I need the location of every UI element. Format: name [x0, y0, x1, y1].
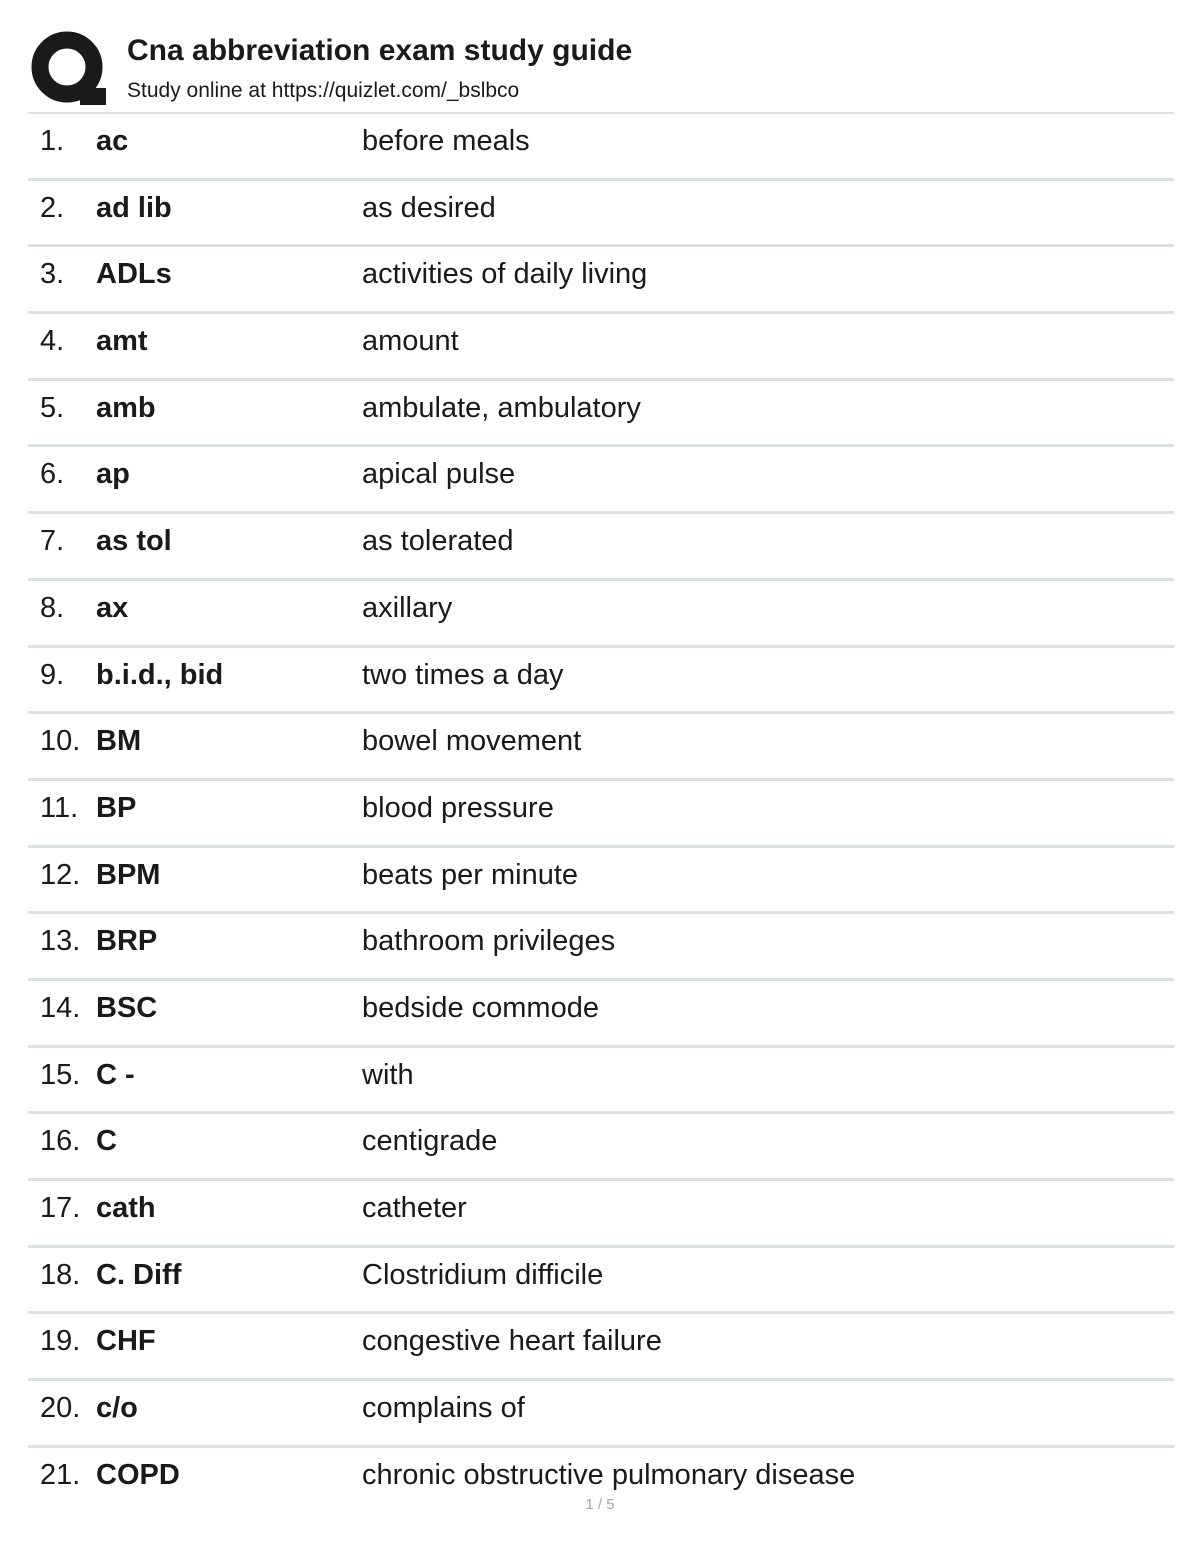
term-abbreviation: b.i.d., bid	[96, 658, 224, 691]
term-definition: apical pulse	[362, 458, 516, 491]
term-abbreviation: amt	[96, 325, 148, 358]
term-definition: ambulate, ambulatory	[362, 391, 641, 424]
term-definition: blood pressure	[362, 791, 554, 824]
term-number: 3.	[40, 258, 65, 291]
document-subtitle: Study online at https://quizlet.com/_bslbco	[127, 79, 520, 102]
term-definition: with	[362, 1058, 414, 1091]
term-abbreviation: BSC	[96, 991, 158, 1024]
term-definition: Clostridium difficile	[362, 1258, 604, 1291]
term-abbreviation: ap	[96, 458, 130, 491]
term-row	[28, 648, 1174, 715]
term-number: 18.	[40, 1258, 81, 1291]
term-definition: axillary	[362, 591, 453, 624]
term-number: 8.	[40, 591, 65, 624]
term-definition: as desired	[362, 191, 496, 224]
term-abbreviation: ad lib	[96, 191, 172, 224]
term-abbreviation: C. Diff	[96, 1258, 182, 1291]
term-abbreviation: BRP	[96, 925, 158, 958]
term-definition: amount	[362, 325, 459, 358]
term-list	[28, 114, 1174, 1511]
term-abbreviation: CHF	[96, 1325, 156, 1358]
term-abbreviation: ax	[96, 591, 129, 624]
term-number: 17.	[40, 1192, 81, 1224]
term-row	[28, 247, 1174, 314]
term-row	[28, 781, 1174, 848]
term-abbreviation: cath	[96, 1192, 156, 1224]
term-abbreviation: C	[96, 1125, 117, 1158]
term-definition: centigrade	[362, 1125, 498, 1158]
term-definition: before meals	[362, 125, 530, 157]
document-header	[28, 28, 1174, 112]
term-definition: beats per minute	[362, 858, 579, 891]
term-definition: bedside commode	[362, 991, 599, 1024]
term-abbreviation: as tol	[96, 525, 172, 558]
term-abbreviation: BM	[96, 725, 142, 758]
term-row	[28, 114, 1174, 181]
term-number: 2.	[40, 191, 65, 224]
term-number: 9.	[40, 658, 65, 691]
term-number: 12.	[40, 858, 81, 891]
term-abbreviation: COPD	[96, 1458, 180, 1491]
term-number: 1.	[40, 125, 65, 157]
term-number: 7.	[40, 525, 65, 558]
term-number: 20.	[40, 1392, 81, 1425]
term-number: 19.	[40, 1325, 81, 1358]
term-row	[28, 1381, 1174, 1448]
term-number: 16.	[40, 1125, 81, 1158]
term-number: 5.	[40, 391, 65, 424]
term-number: 4.	[40, 325, 65, 358]
term-row	[28, 514, 1174, 581]
term-definition: two times a day	[362, 658, 564, 691]
term-row	[28, 1048, 1174, 1115]
term-abbreviation: c/o	[96, 1392, 138, 1425]
term-row	[28, 1248, 1174, 1315]
term-number: 6.	[40, 458, 65, 491]
term-row	[28, 1181, 1174, 1248]
term-row	[28, 981, 1174, 1048]
term-abbreviation: ac	[96, 125, 129, 157]
term-row	[28, 314, 1174, 381]
term-abbreviation: BP	[96, 791, 137, 824]
term-definition: complains of	[362, 1392, 525, 1425]
term-number: 15.	[40, 1058, 81, 1091]
term-number: 11.	[40, 791, 79, 824]
quizlet-q-logo-icon	[30, 30, 108, 108]
term-row	[28, 181, 1174, 248]
term-abbreviation: ADLs	[96, 258, 172, 291]
term-row	[28, 581, 1174, 648]
term-row	[28, 447, 1174, 514]
term-number: 10.	[40, 725, 81, 758]
document-title: Cna abbreviation exam study guide	[127, 34, 633, 67]
term-row	[28, 1114, 1174, 1181]
term-definition: as tolerated	[362, 525, 514, 558]
term-number: 14.	[40, 991, 81, 1024]
term-row	[28, 381, 1174, 448]
term-definition: chronic obstructive pulmonary disease	[362, 1458, 856, 1491]
term-definition: bathroom privileges	[362, 925, 616, 958]
term-number: 13.	[40, 925, 81, 958]
term-abbreviation: amb	[96, 391, 156, 424]
term-abbreviation: C -	[96, 1058, 135, 1091]
term-definition: activities of daily living	[362, 258, 648, 291]
term-number: 21.	[40, 1458, 81, 1491]
term-row	[28, 1314, 1174, 1381]
page-number: 1 / 5	[585, 1496, 615, 1513]
term-row	[28, 848, 1174, 915]
term-definition: congestive heart failure	[362, 1325, 662, 1358]
term-abbreviation: BPM	[96, 858, 161, 891]
term-row	[28, 914, 1174, 981]
term-row	[28, 714, 1174, 781]
term-definition: bowel movement	[362, 725, 582, 758]
term-definition: catheter	[362, 1192, 467, 1224]
